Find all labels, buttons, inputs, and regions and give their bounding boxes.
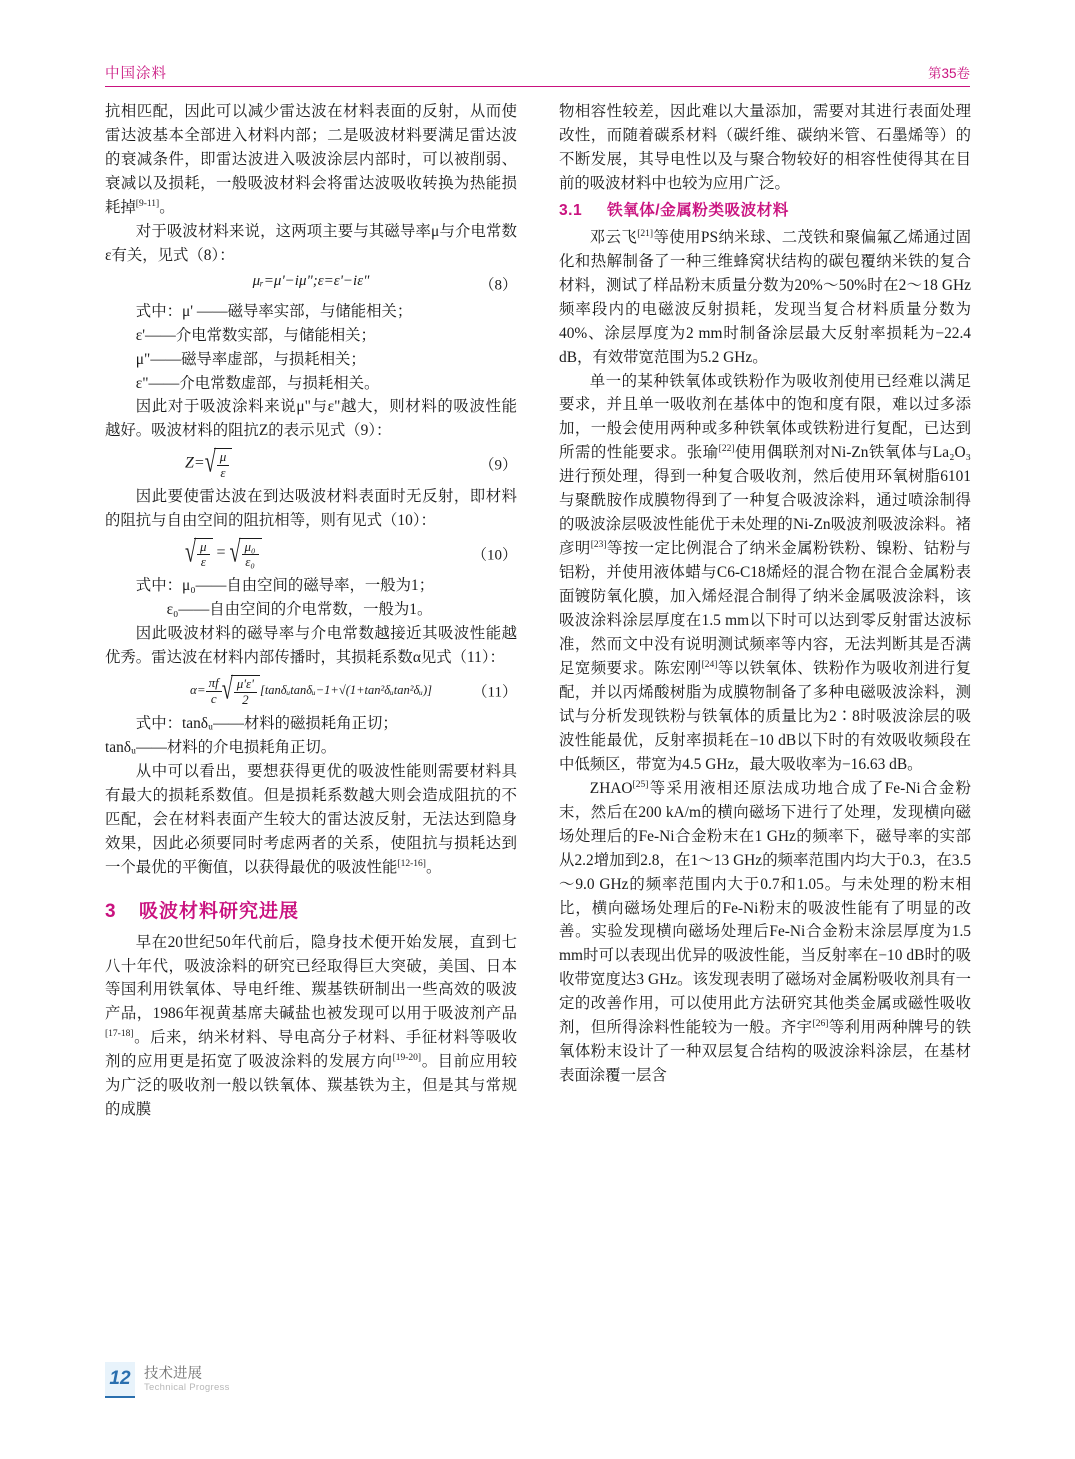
equation-body: [105, 535, 517, 570]
section-number: 3: [105, 900, 117, 922]
paragraph-text: 。目前应用较为广泛的吸收剂一般以铁氧体、羰基铁为主，但是其与常规的成膜: [105, 1053, 517, 1119]
citation-ref: [22]: [718, 444, 735, 455]
fraction: [197, 540, 210, 570]
equals-sign: =: [216, 544, 226, 562]
definition-line: μ"——磁导率虚部，与损耗相关；: [135, 350, 366, 368]
paragraph: 因此对于吸波涂料来说μ"与ε"越大，则材料的吸波性能越好。吸波材料的阻抗Z的表示见式（9）：: [105, 398, 517, 440]
paragraph: 因此要使雷达波在到达吸波材料表面时无反射，即材料的阻抗与自由空间的阻抗相等，则有见式（10）：: [105, 487, 517, 529]
section-number: 3.1: [559, 201, 583, 219]
citation-ref: [24]: [701, 659, 718, 670]
fraction-denominator: ε: [220, 464, 226, 480]
equation-10: [105, 535, 517, 570]
volume-label: 第35卷: [927, 66, 970, 81]
paragraph-text: 等按一定比例混合了纳米金属粉铁粉、镍粉、钴粉与铝粉，并使用液体蜡与C6-C18烯烃的混合物在混合金属粉表面镀防氧化膜，加入烯烃混合制得了纳米金属吸波涂料，该吸波涂料涂层厚度在1.5 mm以下时可以达到零反射雷达波标准，然而文中没有说明测试频率等内容，无法判断其是否满足宽频要求。陈宏刚: [559, 540, 971, 677]
citation-ref: [23]: [590, 540, 607, 551]
sqrt-body: [214, 448, 233, 480]
paragraph-text: 邓云飞: [589, 228, 638, 246]
equation-body: [105, 448, 517, 480]
page-header: [105, 62, 970, 86]
fraction-numerator: μ₀: [242, 540, 259, 555]
paragraph-text: 从中可以看出，要想获得更优的吸波性能则需要材料具有最大的损耗系数值。但是损耗系数越大则会造成阻抗的不匹配，会在材料表面产生较大的雷达波反射，无法达到隐身效果，因此必须要同时考虑两者的关系，使阻抗与损耗达到一个最优的平衡值，以获得最优的吸波性能: [105, 762, 517, 876]
paragraph-text: 等利用两种牌号的铁氧体粉末设计了一种双层复合结构的吸波涂料涂层，在基材表面涂覆一层含: [559, 1019, 971, 1085]
fraction-denominator: c: [210, 690, 217, 706]
sqrt-symbol: √: [185, 535, 196, 569]
sqrt-symbol: √: [204, 446, 216, 480]
citation-ref: [17-18]: [105, 1029, 134, 1040]
paragraph: 对于吸波材料来说，这两项主要与其磁导率μ与介电常数ε有关，见式（8）：: [105, 222, 517, 264]
page-number: 12: [105, 1362, 135, 1398]
footer-section: [144, 1367, 230, 1393]
paragraph: [559, 226, 971, 370]
header-rule: [105, 86, 970, 87]
equation-body: [105, 675, 517, 707]
paragraph-text: 等使用PS纳米球、二茂铁和聚偏氟乙烯通过固化和热解制备了一种三维蜂窝状结构的碳包覆纳米铁的复合材料，测试了样品粉末质量分数为20%～50%时在2～18 GHz频率段内的电磁波反射损耗，发现当复合材料质量分数为40%、涂层厚度为2 mm时制备涂层最大反射率损耗为−22.4 dB，有效带宽范围为5.2 GHz。: [559, 228, 971, 366]
equation-9: [105, 448, 517, 480]
sqrt-symbol: √: [229, 535, 241, 569]
definition-line: ε"——介电常数虚部，与损耗相关。: [135, 374, 380, 392]
paragraph-text: 使用偶联剂对Ni-Zn铁氧体与La₂O₃进行预处理，得到一种复合吸收剂，然后使用环氧树脂6101与聚酰胺作成膜物得到了一种复合吸波涂料，通过喷涂制得的吸波涂层吸波性能优于未处理的Ni-Zn吸波剂吸波涂料。褚彦明: [559, 444, 971, 558]
section-title: 铁氧体/金属粉类吸波材料: [607, 201, 789, 219]
citation-ref: [9-11]: [135, 198, 160, 209]
footer-section-en: Technical Progress: [144, 1381, 230, 1393]
fraction-denominator: ε: [200, 554, 206, 570]
citation-ref: [19-20]: [392, 1053, 422, 1064]
paragraph: 因此吸波材料的磁导率与介电常数越接近其吸波性能越优秀。雷达波在材料内部传播时，其损耗系数α见式（11）：: [105, 625, 517, 667]
equation-8: [105, 273, 517, 295]
fraction: [217, 450, 230, 480]
paragraph: [559, 370, 971, 777]
page-footer: [105, 1359, 230, 1401]
fraction: [206, 676, 222, 706]
sqrt-body: [239, 538, 262, 570]
paragraph-text: 等以铁氧体、铁粉作为吸收剂进行复配，并以丙烯酸树脂为成膜物制备了多种电磁吸波涂料，测试与分析发现铁粉与铁氧体的质量比为2∶8时吸波涂层的吸波性能最优，反射率损耗在−10 dB以下时的有效吸收频段在中低频区，带宽为4.5 GHz，最大吸收率为−16.63 dB。: [559, 659, 971, 773]
paragraph-text: 等采用液相还原法成功地合成了Fe-Ni合金粉末，然后在200 kA/m的横向磁场下进行了处理，发现横向磁场处理后的Fe-Ni合金粉末在1 GHz的频率下，磁导率的实部从2.2增加到2.8，在1～13 GHz的频率范围内均大于0.3，在3.5～9.0 GHz的频率范围内大于0.7和1.05。与未处理的粉末相比，横向磁场处理后的Fe-Ni粉末的吸波性能有了明显的改善。实验发现横向磁场处理后Fe-Ni合金粉末涂层厚度为1.5 mm时可以表现出优异的吸波性能，当反射率在−10 dB时的吸收带宽度达3 GHz。该发现表明了磁场对金属粉吸收剂具有一定的改善作用，可以使用此方法研究其他类金属或磁性吸收剂，但所得涂料性能较为一般。齐宇: [559, 779, 971, 1037]
fraction-denominator: 2: [242, 691, 249, 707]
citation-ref: [21]: [637, 228, 654, 239]
sqrt-body: [231, 675, 260, 707]
fraction: [234, 677, 257, 707]
sqrt-body: [194, 538, 213, 570]
citation-ref: [12-16]: [397, 858, 426, 869]
paragraph: [105, 931, 517, 1123]
paragraph-text: ZHAO: [589, 779, 633, 797]
definition-line: 式中：μ' ——磁导率实部，与储能相关；: [135, 302, 413, 320]
equation-11: [105, 675, 517, 707]
equation-bracket: [tanδᵤtanδᵤ−1+√(1+tan²δᵤtan²δᵤ)]: [259, 683, 432, 698]
right-column: [559, 100, 971, 1088]
paragraph: 物相容性较差，因此难以大量添加，需要对其进行表面处理改性，而随着碳系材料（碳纤维、碳纳米管、石墨烯等）的不断发展，其导电性以及与聚合物较好的相容性使得其在目前的吸波材料中也较为应用广泛。: [559, 103, 971, 192]
journal-name: 中国涂料: [105, 66, 167, 82]
paragraph-text: 抗相匹配，因此可以减少雷达波在材料表面的反射，从而使雷达波基本全部进入材料内部；二是吸波材料要满足雷达波的衰减条件，即雷达波进入吸波涂层内部时，可以被削弱、衰减以及损耗，一般吸波材料会将雷达波吸收转换为热能损耗掉: [105, 103, 517, 216]
fraction-numerator: πf: [206, 676, 222, 691]
definition-line: tanδᵤ——材料的介电损耗角正切。: [105, 738, 337, 756]
fraction: [242, 540, 259, 570]
definition-line: ε₀——自由空间的介电常数，一般为1。: [166, 601, 433, 619]
definition-line: 式中：tanδᵤ——材料的磁损耗角正切；: [135, 714, 398, 732]
paragraph-text: 单一的某种铁氧体或铁粉作为吸收剂使用已经难以满足要求，并且单一吸收剂在基体中的饱和度有限，难以过多添加，一般会使用两种或多种铁氧体或铁粉进行复配，已达到所需的性能要求。张瑜: [559, 372, 971, 462]
equation-lhs: α=: [190, 682, 206, 698]
fraction-denominator: ε₀: [245, 554, 255, 570]
paragraph-text: 早在20世纪50年代前后，隐身技术便开始发展，直到七八十年代，吸波涂料的研究已经取得巨大突破，美国、日本等国利用铁氧体、导电纤维、羰基铁研制出一些高效的吸波产品，1986年视黄基席夫碱盐也被发现可以用于吸波剂产品: [105, 933, 517, 1023]
footer-section-cn: 技术进展: [144, 1365, 202, 1382]
equation-lhs: Z=: [185, 454, 205, 472]
left-column: [105, 100, 517, 1122]
fraction-numerator: μ'ε': [234, 677, 257, 692]
paragraph-tail: 。: [425, 858, 442, 876]
equation-number: （11）: [472, 684, 517, 701]
equation-number: （10）: [471, 547, 517, 564]
citation-ref: [26]: [812, 1019, 829, 1030]
fraction-numerator: μ: [217, 450, 230, 465]
section-title: 吸波材料研究进展: [139, 900, 300, 922]
citation-ref: [25]: [632, 779, 649, 790]
sqrt-symbol: √: [221, 673, 233, 707]
paragraph-text: 。后来，纳米材料、导电高分子材料、手征材料等吸收剂的应用更是拓宽了吸波涂料的发展方向: [105, 1029, 517, 1071]
fraction-numerator: μ: [197, 540, 210, 555]
paragraph-tail: 。: [159, 198, 175, 216]
equation-number: （8）: [479, 277, 517, 294]
section-heading-3: [105, 896, 517, 923]
paragraph: [559, 777, 971, 1088]
paragraph: [105, 760, 517, 880]
equation-body: μᵣ=μ'−iμ";ε=ε'−iε": [252, 272, 370, 289]
definition-line: ε'——介电常数实部，与储能相关；: [135, 326, 376, 344]
paragraph: [105, 100, 517, 220]
body-columns: [105, 100, 971, 1365]
equation-number: （9）: [479, 457, 517, 474]
section-heading-3-1: [559, 198, 971, 220]
definition-line: 式中：μ₀——自由空间的磁导率，一般为1；: [135, 577, 435, 595]
